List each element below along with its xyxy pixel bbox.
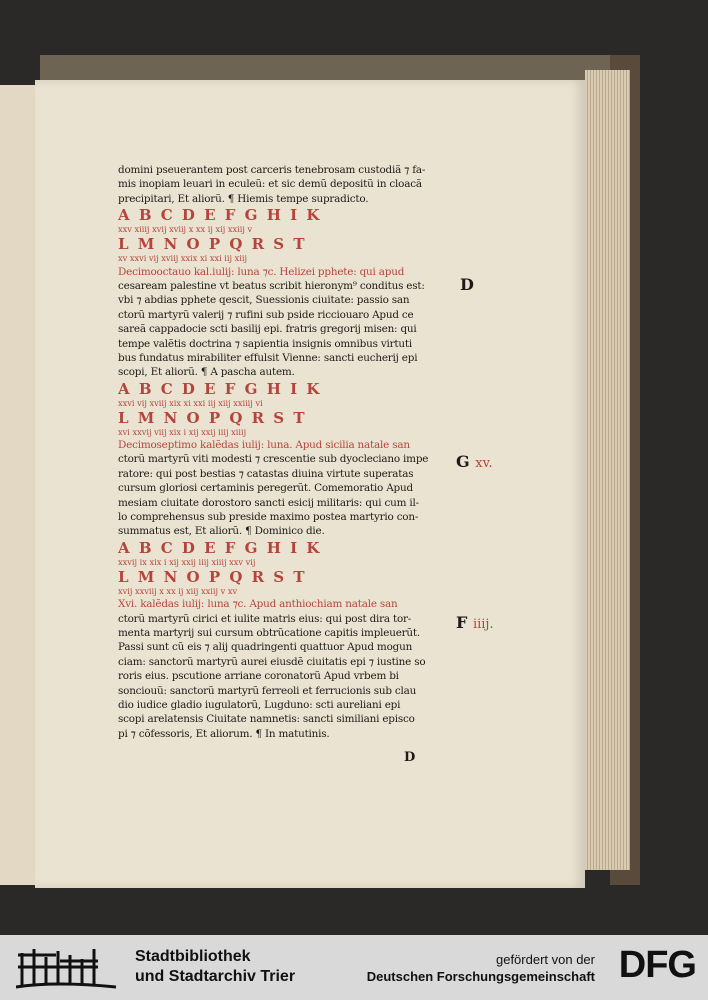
text-line: Xvi. kalẽdas iulij: luna ⁊c. Apud anthiochiam natale san <box>118 598 398 611</box>
golden-numbers-row: xv xxvi vij xviij xxix xi xxi iij xiij <box>118 253 248 264</box>
margin-note <box>456 452 493 471</box>
text-line: Decimoseptimo kalẽdas iulij: luna. Apud sicilia natale san <box>118 439 410 452</box>
library-logo-icon <box>16 945 124 991</box>
text-line: sareã cappadocie scti basilij epi. fratris gregorij misen: qui <box>118 323 417 336</box>
margin-number: xv. <box>475 456 493 471</box>
text-line: ctorũ martyrũ viti modesti ⁊ crescentie sub dyocleciano impe <box>118 453 429 466</box>
text-line: pi ⁊ cõfessoris, Et aliorum. ¶ In matutinis. <box>118 727 330 740</box>
text-line: vbi ⁊ abdias pphete qescit, Suessionis ciuitate: passio san <box>118 294 410 307</box>
dfg-logo: DFG <box>618 944 696 986</box>
dominical-letters-row: A B C D E F G H I K <box>118 206 322 225</box>
dominical-letters-row: A B C D E F G H I K <box>118 538 322 557</box>
text-line: dio iudice gladio iugulatorũ, Lugduno: scti aureliani epi <box>118 698 401 711</box>
golden-numbers-row: xvij xxviij x xx ij xiij xxiij v xv <box>118 585 238 596</box>
text-line: ctorũ martyrũ cirici et iulite matris eius: qui post dira tor- <box>118 612 412 625</box>
library-name-line2: und Stadtarchiv Trier <box>135 968 296 985</box>
text-line: cesaream palestine vt beatus scribit hieronym⁹ conditus est: <box>118 279 425 292</box>
text-block <box>118 163 438 741</box>
page-edges <box>585 70 630 870</box>
text-line: roris eius. pscutione arriane coronatorũ Apud vrbem bi <box>118 670 399 683</box>
text-line: scopi arelatensis Ciuitate namnetis: sancti similiani episco <box>118 713 415 726</box>
funding-line1: gefördert von der <box>495 952 595 967</box>
text-line: precipitari, Et aliorũ. ¶ Hiemis tempe suprad​icto. <box>118 192 369 205</box>
text-line: ctorũ martyrũ valerij ⁊ rufini sub pside ricciouaro Apud ce <box>118 308 414 321</box>
margin-note <box>456 613 494 632</box>
text-line: ratore: qui post bestias ⁊ catastas diuina virtute superatas <box>118 467 414 480</box>
text-line: lo comprehensus sub preside maximo postea martyrio con- <box>118 511 419 523</box>
golden-numbers-row: xxvij ix xix i xij xxij iiij xiiij xxv vij <box>118 556 256 567</box>
text-line: ciam: sanctorũ martyrũ aurei eiusdẽ ciuitatis epi ⁊ iustine so <box>118 655 426 668</box>
text-line: mesiam ciuitate dorostoro sancti esicij militaris: qui cum il- <box>118 496 419 509</box>
margin-note <box>460 275 474 294</box>
text-line: Decimooctauo kal.iulij: luna ⁊c. Helizei pphete: qui apud <box>118 265 405 278</box>
text-line: sonciouũ: sanctorũ martyrũ ferreoli et ferrucionis sub clau <box>118 684 417 697</box>
funding-line2: Deutschen Forschungsgemeinschaft <box>366 969 595 984</box>
margin-letter: F <box>456 613 468 632</box>
golden-numbers-row: xxv xiiij xvij xviij x xx ij xij xxiij v <box>118 224 253 235</box>
text-line: menta martyrij sui cursum obtrũcatione capitis impleuerũt. <box>118 626 421 639</box>
margin-letter: D <box>460 275 474 294</box>
text-line: bus fundatus mirabiliter effulsit Vienne: sancti eucherij epi <box>118 351 418 364</box>
catchword: D <box>404 750 416 765</box>
golden-numbers-row: xxvi vij xviij xix xi xxi iij xiij xxiiij vi <box>118 397 263 408</box>
text-line: scopi, Et aliorũ. ¶ A pascha autem. <box>118 366 295 379</box>
golden-numbers-row: xvi xxvij viij xix i xij xxij iiij xiiij <box>118 426 247 437</box>
text-line: tempe valẽtis doctrina ⁊ sapientia insignis omnibus virtuti <box>118 337 412 350</box>
text-line: cursum gloriosi certaminis peregerũt. Comemoratio Apud <box>118 482 413 495</box>
dominical-letters-row: L M N O P Q R S T <box>118 567 307 586</box>
dominical-letters-row: L M N O P Q R S T <box>118 408 307 427</box>
margin-letter: G <box>456 452 470 471</box>
dominical-letters-row: A B C D E F G H I K <box>118 379 322 398</box>
margin-number: iiij. <box>472 617 494 632</box>
dominical-letters-row: L M N O P Q R S T <box>118 235 307 254</box>
text-line: domini pseuerantem post carceris tenebrosam custodiã ⁊ fa- <box>118 164 426 176</box>
text-line: Passi sunt cũ eis ⁊ alij quadringenti quattuor Apud mogun <box>118 641 413 654</box>
library-name-line1: Stadtbibliothek <box>135 948 251 965</box>
text-line: summatus est, Et aliorũ. ¶ Dominico die. <box>118 525 325 538</box>
text-line: mis inopiam leuari in eculeũ: et sic demũ depositũ in cloacã <box>118 178 422 191</box>
